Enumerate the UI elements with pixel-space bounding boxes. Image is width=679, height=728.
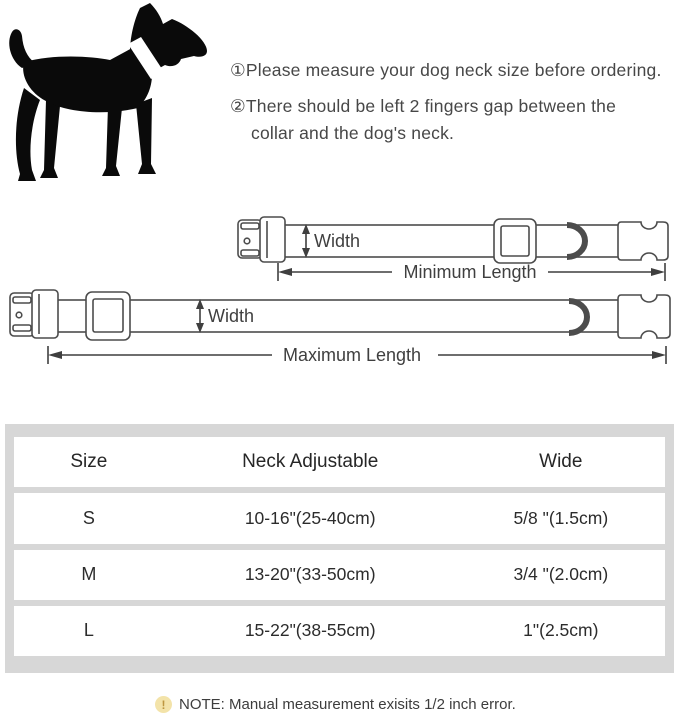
collar-diagram-maximum [0, 288, 679, 378]
header-neck-adjustable: Neck Adjustable [242, 451, 379, 473]
table-row-s [14, 493, 665, 543]
table-row-m [14, 550, 665, 600]
collar-strap [54, 300, 620, 332]
metal-buckle [238, 217, 285, 262]
instruction-line-3: collar and the dog's neck. [251, 123, 455, 143]
wide-value: 5/8 "(1.5cm) [513, 507, 609, 528]
size-value: S [82, 507, 95, 528]
side-release-clasp [618, 295, 670, 338]
tri-glide-slider [86, 292, 130, 340]
metal-buckle [10, 290, 58, 338]
neck-value: 13-20"(33-50cm) [244, 564, 376, 585]
dog-front-leg-far [102, 106, 122, 176]
dog-rear-leg-near [40, 100, 60, 178]
instruction-line-2: ②There should be left 2 fingers gap between the [230, 96, 617, 116]
size-chart-table [5, 424, 674, 673]
size-value: M [81, 564, 97, 585]
wide-value: 1"(2.5cm) [523, 620, 599, 641]
dog-front-leg-near [136, 98, 156, 174]
measurement-note [155, 696, 516, 713]
header-wide: Wide [539, 451, 583, 473]
table-row-l [14, 606, 665, 656]
neck-value: 10-16"(25-40cm) [244, 507, 376, 528]
exclamation-icon: ! [155, 696, 172, 713]
wide-value: 3/4 "(2.0cm) [513, 564, 609, 585]
header-size: Size [70, 451, 108, 473]
tri-glide-slider [494, 219, 536, 263]
dog-rear-leg-far [16, 88, 40, 181]
maximum-length-label: Maximum Length [282, 345, 422, 365]
instruction-line-1: ①Please measure your dog neck size before ordering. [230, 60, 662, 80]
minimum-length-label: Minimum Length [403, 262, 537, 282]
dog-silhouette-icon [6, 2, 212, 188]
table-header-row [14, 437, 665, 487]
side-release-clasp [618, 222, 668, 260]
collar-diagram-minimum [230, 205, 679, 290]
size-value: L [83, 620, 94, 641]
width-label: Width [314, 231, 361, 251]
width-label: Width [208, 306, 255, 326]
note-text: NOTE: Manual measurement exisits 1/2 inch error. [179, 696, 516, 713]
neck-value: 15-22"(38-55cm) [244, 620, 376, 641]
